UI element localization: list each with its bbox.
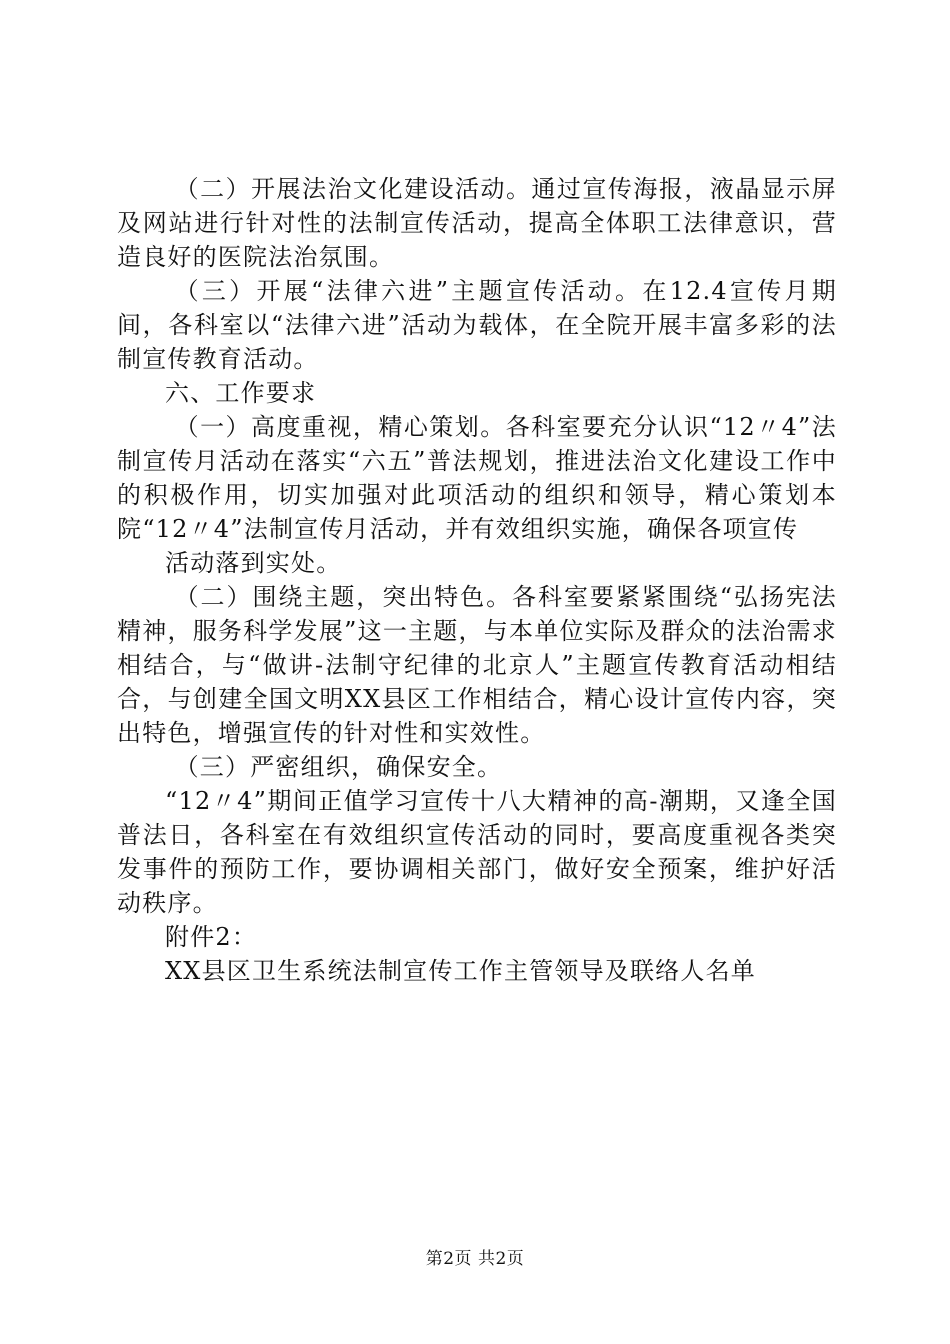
paragraph-law-six-entries: （三）开展“法律六进”主题宣传活动。在12.4宣传月期间，各科室以“法律六进”活动为载体，在全院开展丰富多彩的法制宣传教育活动。	[117, 277, 837, 373]
attachment-title: XX县区卫生系统法制宣传工作主管领导及联络人名单	[165, 957, 756, 985]
attachment-label: 附件2：	[165, 923, 258, 951]
page-footer: 第2页 共2页	[425, 1249, 525, 1269]
paragraph-theme-features: （二）围绕主题，突出特色。各科室要紧紧围绕“弘扬宪法精神，服务科学发展”这一主题，与本单位实际及群众的法治需求相结合，与“做讲-法制守纪律的北京人”主题宣传教育活动相结合，与创建全国文明XX县区工作相结合，精心设计宣传内容，突出特色，增强宣传的针对性和实效性。	[117, 583, 837, 747]
paragraph-attach-importance: （一）高度重视，精心策划。各科室要充分认识“12〃4”法制宣传月活动在落实“六五”普法规划，推进法治文化建设工作中的积极作用，切实加强对此项活动的组织和领导，精心策划本院“12〃4”法制宣传月活动，并有效组织实施，确保各项宣传	[117, 413, 837, 543]
paragraph-implementation: 活动落到实处。	[165, 549, 342, 577]
section-heading-work-requirements: 六、工作要求	[165, 379, 317, 407]
paragraph-culture-activity: （二）开展法治文化建设活动。通过宣传海报，液晶显示屏及网站进行针对性的法制宣传活动，提高全体职工法律意识，营造良好的医院法治氛围。	[117, 175, 837, 271]
document-body	[117, 172, 837, 988]
paragraph-organize-safety: （三）严密组织，确保安全。	[174, 753, 503, 781]
paragraph-safety-details: “12〃4”期间正值学习宣传十八大精神的高-潮期，又逢全国普法日，各科室在有效组织宣传活动的同时，要高度重视各类突发事件的预防工作，要协调相关部门，做好安全预案，维护好活动秩序。	[117, 787, 837, 917]
